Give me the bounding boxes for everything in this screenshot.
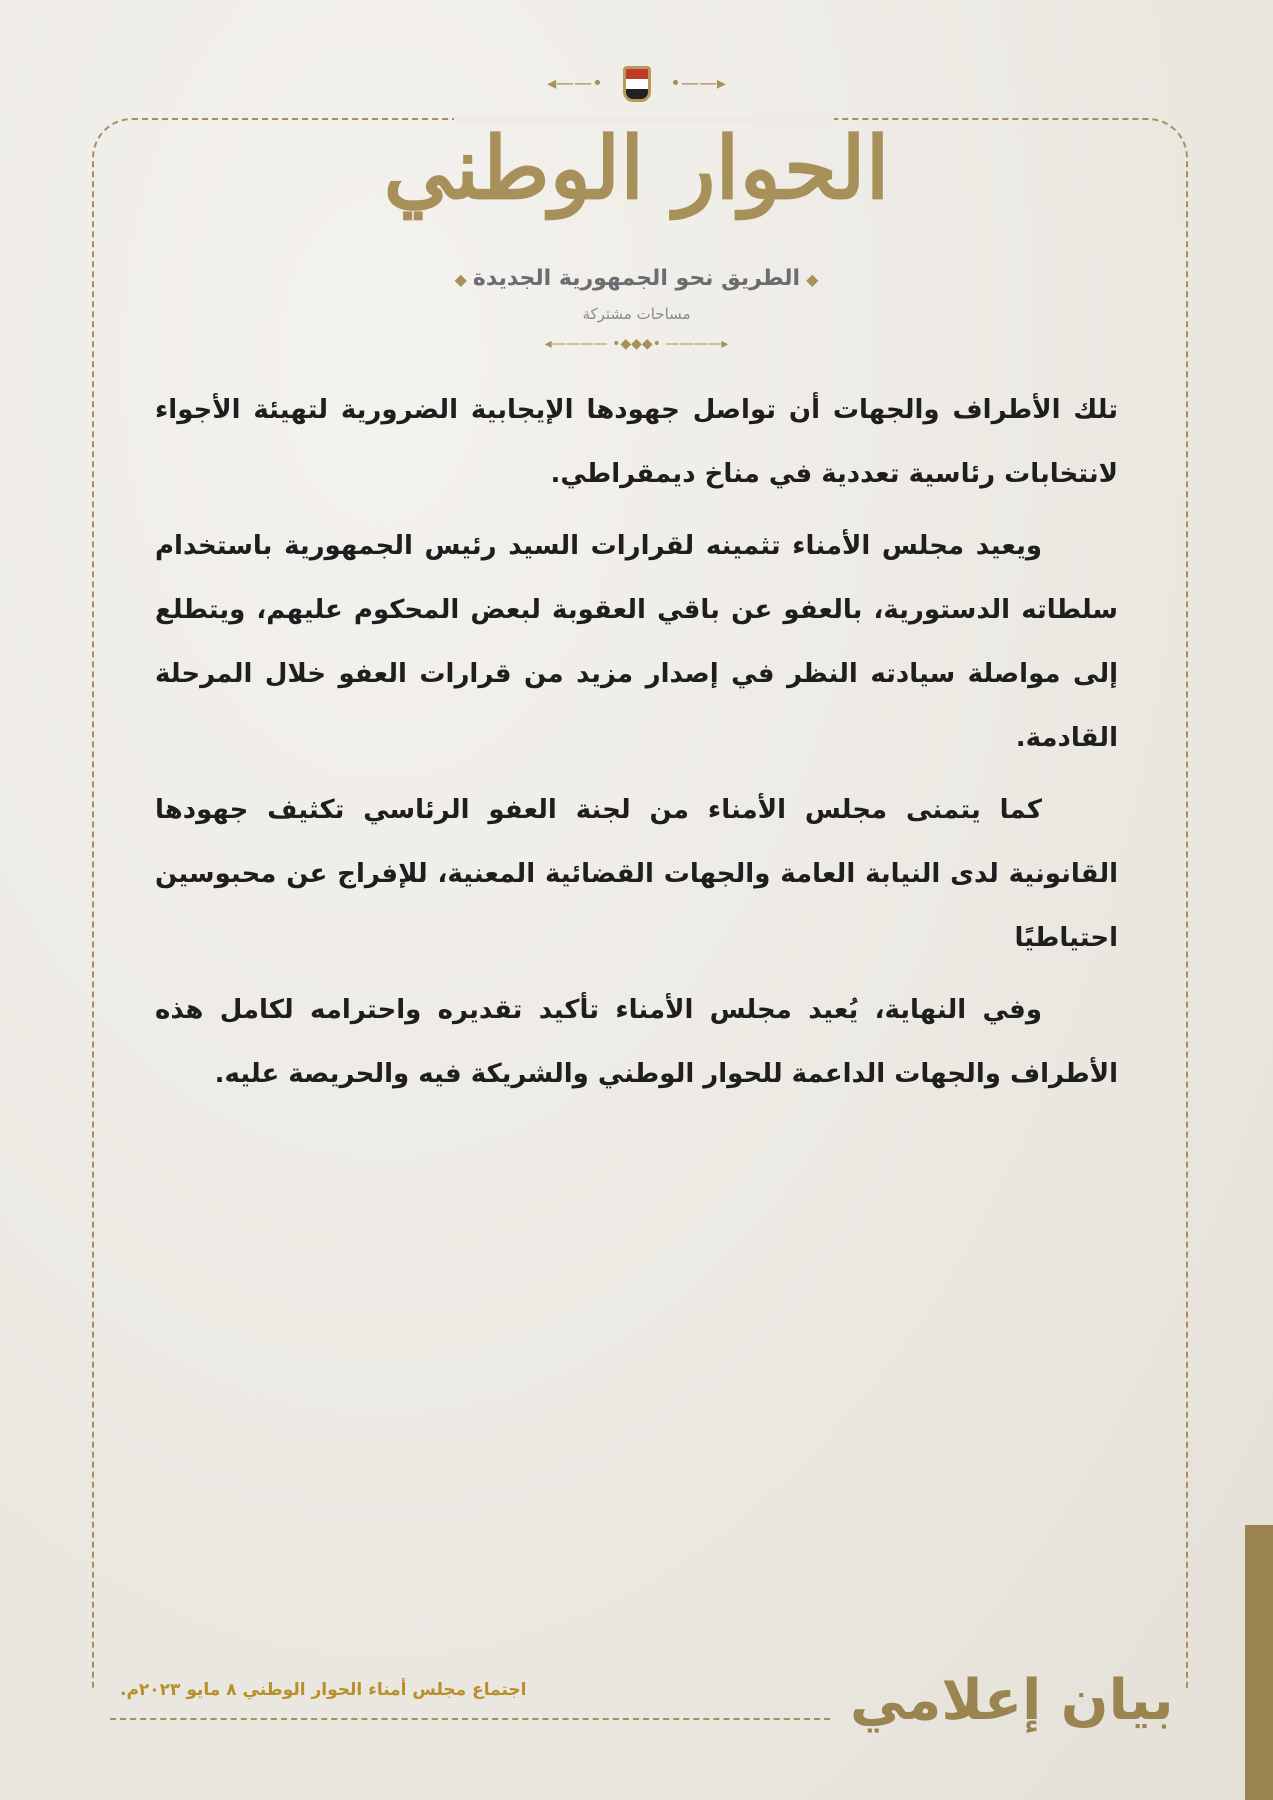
paragraph: وفي النهاية، يُعيد مجلس الأمناء تأكيد تقديره واحترامه لكامل هذه الأطراف والجهات الداعمة للحوار الوطني والشريكة فيه والحريصة عليه.: [155, 995, 1118, 1089]
ornament-arrow-icon: ◂——•: [547, 73, 603, 94]
paragraph: تلك الأطراف والجهات أن تواصل جهودها الإيجابية الضرورية لتهيئة الأجواء لانتخابات رئاسية تعددية في مناخ ديمقراطي.: [155, 395, 1118, 489]
emblem-row: [0, 66, 1273, 102]
paragraph: ويعيد مجلس الأمناء تثمينه لقرارات السيد رئيس الجمهورية باستخدام سلطاته الدستورية، بالعفو عن باقي العقوبة لبعض المحكوم عليهم، ويتطلع إلى مواصلة سيادته النظر في إصدار مزيد من قرارات العفو خلال المرحلة القادمة.: [155, 531, 1118, 753]
ornament-divider-icon: ◂———— •◆◆◆• ————▸: [544, 336, 729, 352]
diamond-icon: ◆: [806, 270, 819, 289]
subtagline: مساحات مشتركة: [582, 305, 691, 323]
statement-body: [155, 378, 1118, 1114]
tagline: [0, 266, 1273, 291]
paragraph: كما يتمنى مجلس الأمناء من لجنة العفو الرئاسي تكثيف جهودها القانونية لدى النيابة العامة والجهات القضائية المعنية، للإفراج عن محبوسين احتياطيًا: [155, 795, 1118, 953]
ornament-arrow-icon: •——▸: [670, 73, 726, 94]
gold-accent-bar: [1245, 1525, 1273, 1800]
document-type-title: بيان إعلامي: [850, 1668, 1174, 1733]
meeting-date-line: اجتماع مجلس أمناء الحوار الوطني ٨ مايو ٢٠٢٣م.: [120, 1680, 527, 1700]
egypt-eagle-emblem-icon: [623, 66, 651, 102]
bottom-divider: [110, 1718, 830, 1720]
diamond-icon: ◆: [454, 270, 467, 289]
tagline-text: الطريق نحو الجمهورية الجديدة: [472, 266, 801, 291]
logo-title: الحوار الوطني: [383, 118, 890, 219]
